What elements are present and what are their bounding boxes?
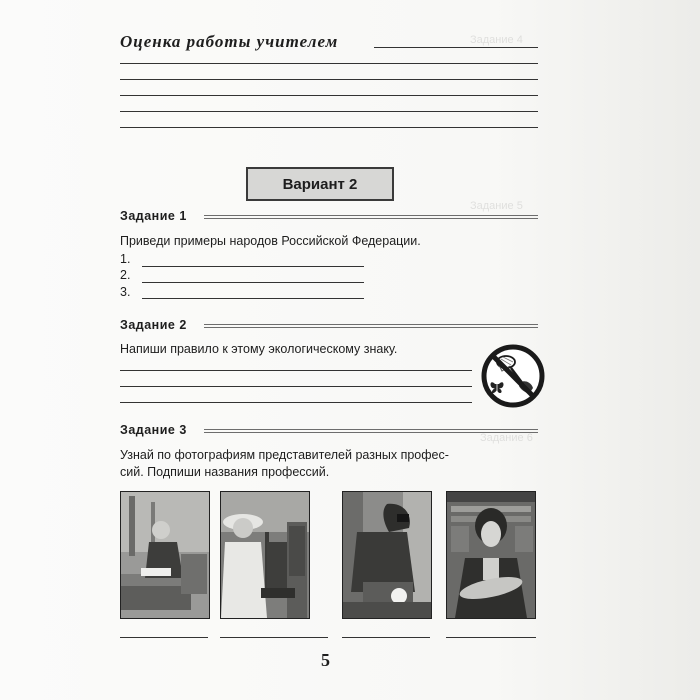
bleed-through: Задание 5	[470, 200, 523, 212]
photo-answer-line-4[interactable]	[446, 637, 536, 638]
photo-answer-line-1[interactable]	[120, 637, 208, 638]
photo-beekeeper-at-hives	[120, 491, 210, 619]
photo-answer-line-3[interactable]	[342, 637, 430, 638]
photo-answer-line-2[interactable]	[220, 637, 328, 638]
answer-line[interactable]	[120, 63, 538, 64]
title-rule	[374, 47, 538, 48]
task-3-text-line-1: Узнай по фотографиям представителей разных профес-	[120, 448, 449, 462]
task-1-divider	[204, 215, 538, 219]
photo-beekeeper-with-frame	[220, 491, 310, 619]
no-butterfly-catching-icon	[481, 344, 545, 408]
page-number: 5	[321, 650, 330, 670]
variant-heading	[246, 167, 394, 201]
task-2-divider	[204, 324, 538, 328]
answer-line[interactable]	[120, 111, 538, 112]
answer-number-1: 1.	[120, 252, 131, 266]
answer-line[interactable]	[120, 95, 538, 96]
photo-welder	[342, 491, 432, 619]
bleed-through: Задание 4	[470, 34, 523, 46]
task-3-divider	[204, 429, 538, 433]
task-3-text-line-2: сий. Подпиши названия профессий.	[120, 465, 330, 479]
photo-fish-seller	[446, 491, 536, 619]
variant-label: Вариант 2	[282, 175, 358, 193]
task-3-label: Задание 3	[120, 423, 187, 437]
task-1-text: Приведи примеры народов Российской Федерации.	[120, 234, 421, 248]
task-2-label: Задание 2	[120, 318, 187, 332]
answer-number-3: 3.	[120, 285, 131, 299]
answer-line-2[interactable]	[142, 282, 364, 283]
answer-line-3[interactable]	[142, 298, 364, 299]
page-title: Оценка работы учителем	[120, 32, 339, 51]
answer-line[interactable]	[120, 386, 472, 387]
answer-line[interactable]	[120, 370, 472, 371]
answer-line[interactable]	[120, 127, 538, 128]
answer-line[interactable]	[120, 402, 472, 403]
answer-number-2: 2.	[120, 268, 131, 282]
answer-line-1[interactable]	[142, 266, 364, 267]
bleed-through: Задание 6	[480, 432, 533, 444]
answer-line[interactable]	[120, 79, 538, 80]
task-2-text: Напиши правило к этому экологическому знаку.	[120, 342, 398, 356]
task-1-label: Задание 1	[120, 209, 187, 223]
